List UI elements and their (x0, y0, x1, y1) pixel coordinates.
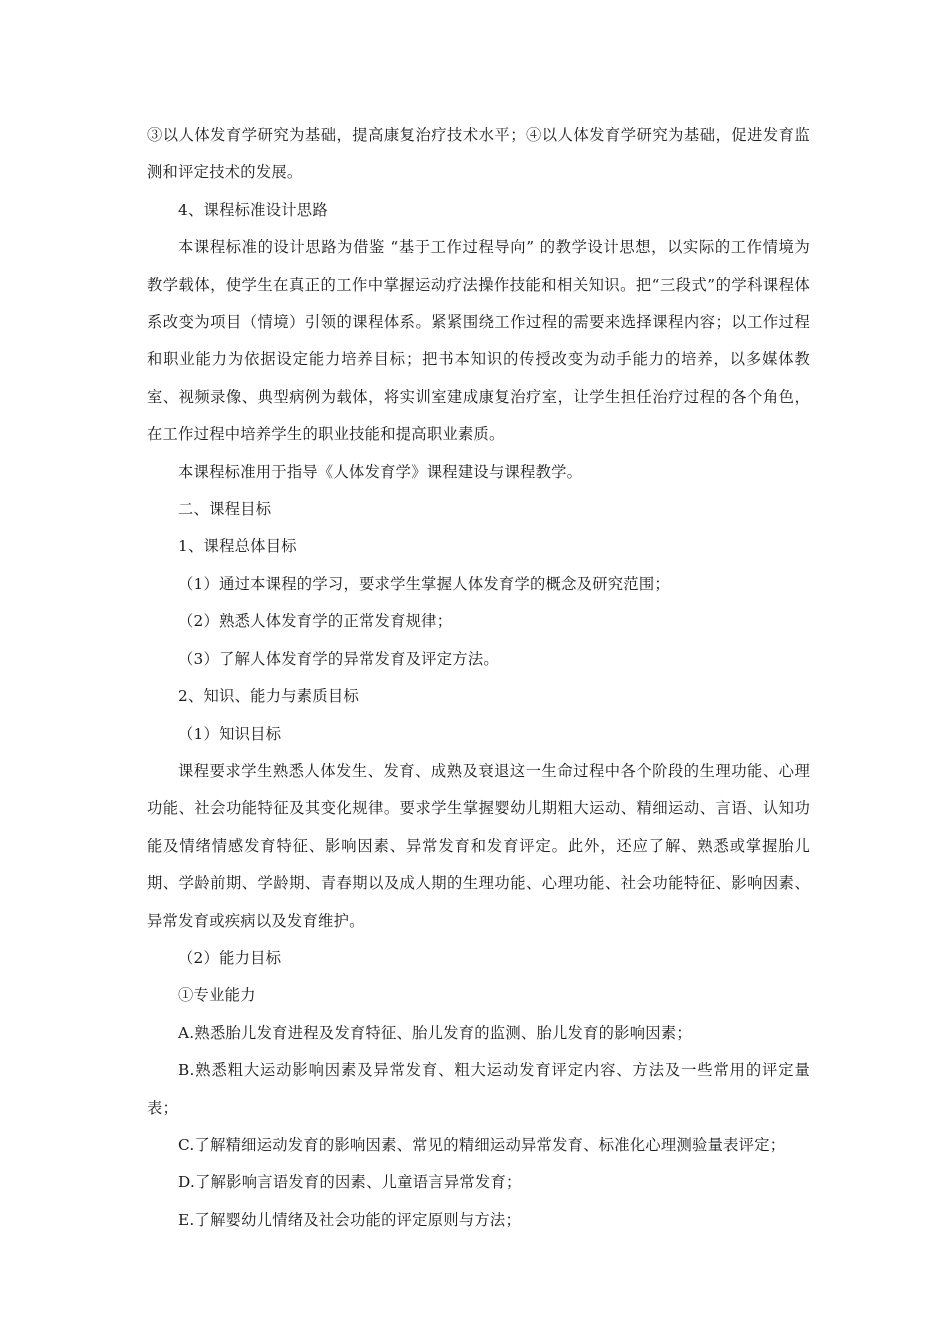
document-body (147, 117, 810, 1239)
list-item-ability-a: A.熟悉胎儿发育进程及发育特征、胎儿发育的监测、胎儿发育的影响因素； (178, 1023, 692, 1042)
heading-ability-objectives: （2）能力目标 (178, 948, 282, 967)
heading-course-objectives: 二、课程目标 (178, 500, 272, 519)
list-item-objective-1: （1）通过本课程的学习，要求学生掌握人体发育学的概念及研究范围； (178, 574, 670, 593)
list-item-ability-d: D.了解影响言语发育的因素、儿童语言异常发育； (178, 1173, 522, 1192)
heading-knowledge-objectives: （1）知识目标 (178, 724, 282, 743)
list-item-ability-c: C.了解精细运动发育的影响因素、常见的精细运动异常发育、标准化心理测验量表评定； (178, 1135, 786, 1154)
list-item-objective-3: （3）了解人体发育学的异常发育及评定方法。 (178, 649, 499, 668)
heading-knowledge-ability-quality: 2、知识、能力与素质目标 (178, 687, 359, 706)
paragraph-design-approach: 本课程标准的设计思路为借鉴 “基于工作过程导向” 的教学设计思想，以实际的工作情境为教学载体，使学生在真正的工作中掌握运动疗法操作技能和相关知识。把“三段式”的学科课程体系改变为项目（情境）引领的课程体系。紧紧围绕工作过程的需要来选择课程内容；以工作过程和职业能力为依据设定能力培养目标；把书本知识的传授改变为动手能力的培养，以多媒体教室、视频录像、典型病例为载体，将实训室建成康复治疗室，让学生担任治疗过程的各个角色，在工作过程中培养学生的职业技能和提高职业素质。 (147, 238, 810, 444)
paragraph-evaluation-techniques: ③以人体发育学研究为基础，提高康复治疗技术水平；④以人体发育学研究为基础，促进发育监测和评定技术的发展。 (147, 126, 810, 182)
heading-course-design-approach: 4、课程标准设计思路 (178, 200, 328, 219)
paragraph-scope-of-standard: 本课程标准用于指导《人体发育学》课程建设与课程教学。 (178, 462, 583, 481)
heading-professional-ability: ①专业能力 (178, 986, 256, 1005)
list-item-ability-b: B.熟悉粗大运动影响因素及异常发育、粗大运动发育评定内容、方法及一些常用的评定量表； (147, 1061, 810, 1117)
heading-overall-objectives: 1、课程总体目标 (178, 537, 297, 556)
paragraph-knowledge-objectives: 课程要求学生熟悉人体发生、发育、成熟及衰退这一生命过程中各个阶段的生理功能、心理功能、社会功能特征及其变化规律。要求学生掌握婴幼儿期粗大运动、精细运动、言语、认知功能及情绪情感发育特征、影响因素、异常发育和发育评定。此外，还应了解、熟悉或掌握胎儿期、学龄前期、学龄期、青春期以及成人期的生理功能、心理功能、社会功能特征、影响因素、异常发育或疾病以及发育维护。 (147, 761, 810, 930)
list-item-ability-e: E.了解婴幼儿情绪及社会功能的评定原则与方法； (178, 1210, 522, 1229)
list-item-objective-2: （2）熟悉人体发育学的正常发育规律； (178, 612, 453, 631)
